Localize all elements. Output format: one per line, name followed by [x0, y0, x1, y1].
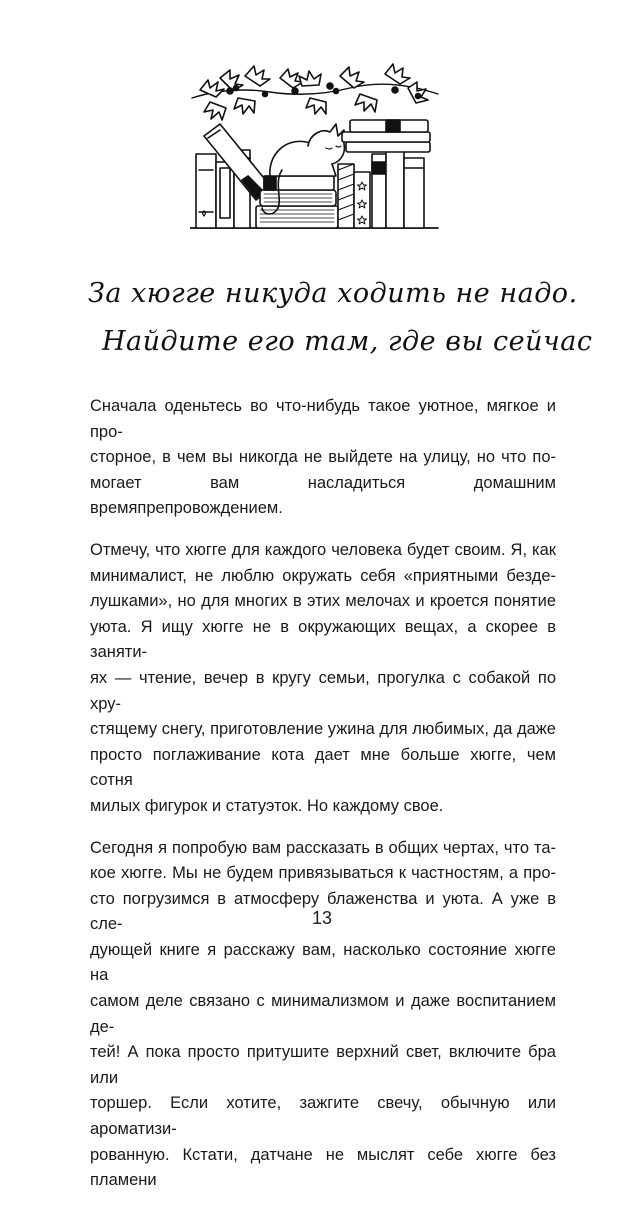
text-line: дующей книге я расскажу вам, насколько состояние хюгге на: [90, 940, 556, 985]
text-line: самом деле связано с минимализмом и даже воспитанием де-: [90, 992, 556, 1036]
text-line: сторное, в чем вы никогда не выйдете на улицу, но что по-: [90, 448, 556, 467]
text-line: торшер. Если хотите, зажгите свечу, обычную или ароматизи-: [90, 1094, 556, 1139]
text-line: сто погрузимся в атмосферу блаженства и уюта. А уже в сле-: [90, 889, 556, 934]
headline-line-1: За хюгге никуда ходить не надо.: [88, 278, 578, 309]
paragraph-3: [90, 836, 556, 1194]
text-line: Сначала оденьтесь во что-нибудь такое уютное, мягкое и про-: [90, 397, 556, 441]
headline-line-2: Найдите его там, где вы сейчас: [102, 326, 593, 357]
text-line: ях — чтение, вечер в кругу семьи, прогулка с собакой по хру-: [90, 668, 556, 713]
cat-on-books-illustration: [190, 58, 440, 240]
text-line: Отмечу, что хюгге для каждого человека будет своим. Я, как: [90, 540, 556, 559]
text-line: милых фигурок и статуэток. Но каждому свое.: [90, 796, 444, 815]
text-line: могает вам насладиться домашним времяпрепровождением.: [90, 473, 556, 518]
text-line: уюта. Я ищу хюгге не в окружающих вещах, а скорее в заняти-: [90, 617, 556, 662]
text-line: лушками», но для многих в этих мелочах и кроется понятие: [90, 592, 556, 611]
paragraph-2: [90, 538, 556, 820]
text-line: кое хюгге. Мы не будем привязываться к частностям, а про-: [90, 864, 556, 883]
paragraph-1: [90, 394, 556, 522]
text-line: рованную. Кстати, датчане не мыслят себе хюгге без пламени: [90, 1145, 556, 1190]
text-line: стящему снегу, приготовление ужина для любимых, да даже: [90, 720, 556, 739]
page-number: 13: [311, 908, 333, 928]
text-line: Сегодня я попробую вам рассказать в общих чертах, что та-: [90, 838, 556, 857]
text-line: просто поглаживание кота дает мне больше хюгге, чем сотня: [90, 745, 556, 790]
text-line: минималист, не люблю окружать себя «приятными безде-: [90, 566, 556, 585]
text-line: тей! А пока просто притушите верхний свет, включите бра или: [90, 1043, 556, 1087]
holly-garland-icon: [192, 64, 438, 120]
body-text: [90, 394, 556, 1210]
